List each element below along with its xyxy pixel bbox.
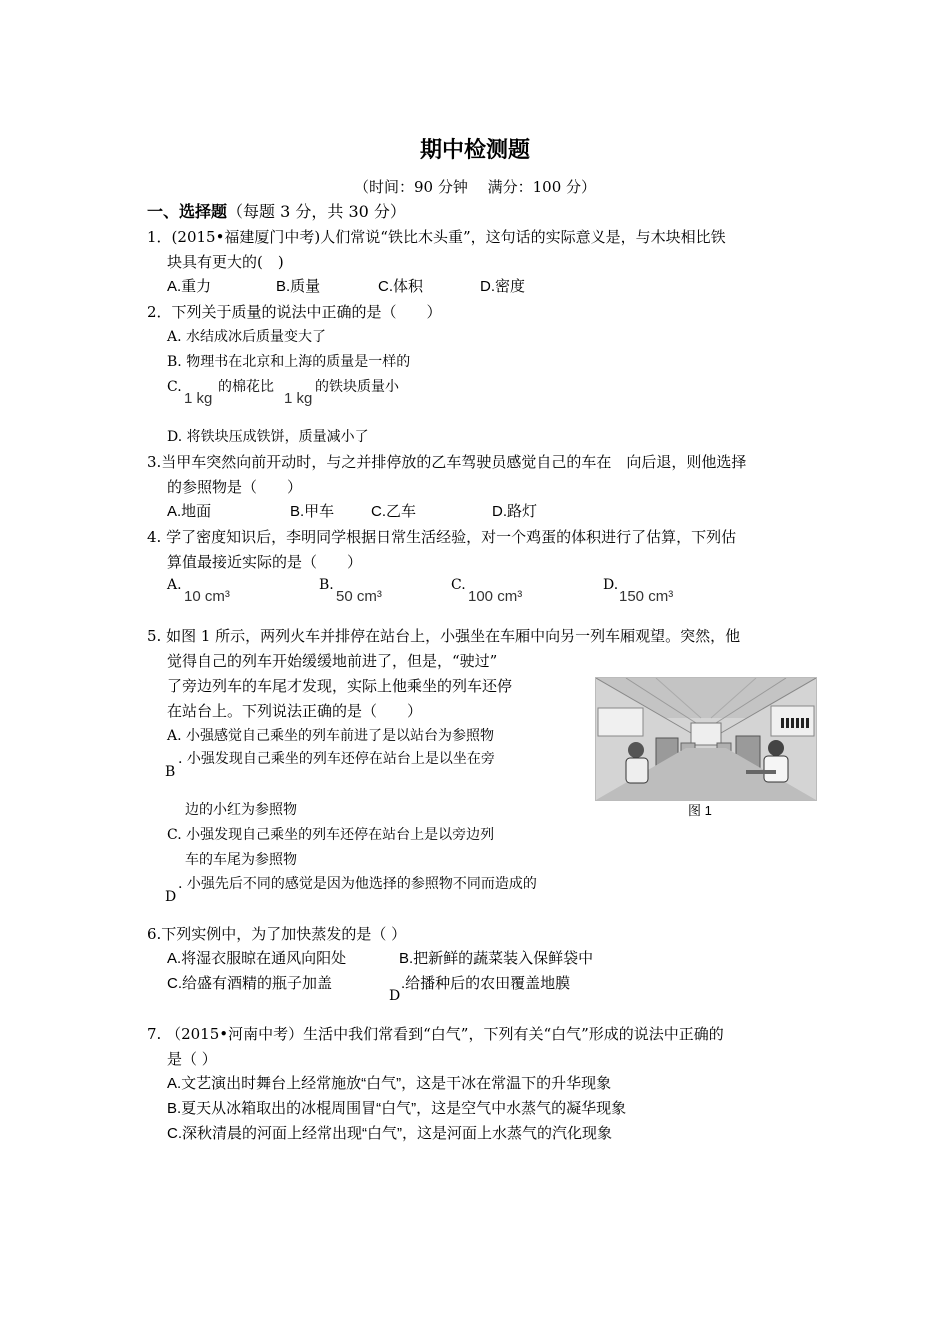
q4-option-c-label: C. <box>451 577 466 593</box>
q2-option-c-label: C. <box>167 379 182 395</box>
q5-option-b-cont: 边的小红为参照物 <box>185 802 297 818</box>
q4-option-c-value: 100 cm³ <box>468 588 523 605</box>
q3-option-d: D.路灯 <box>492 503 538 520</box>
q3-option-b: B.甲车 <box>290 503 335 520</box>
q5-option-d-label: D <box>165 889 177 905</box>
q5-option-c-cont: 车的车尾为参照物 <box>185 852 297 868</box>
q4-option-b-value: 50 cm³ <box>336 588 382 605</box>
q1-stem-line2: 块具有更大的( ) <box>167 253 284 271</box>
q5-option-c: C. 小强发现自己乘坐的列车还停在站台上是以旁边列 <box>167 827 495 843</box>
q2-option-b: B. 物理书在北京和上海的质量是一样的 <box>167 354 411 370</box>
q2-unit-1kg-a: 1 kg <box>184 390 213 407</box>
q4-option-d-label: D. <box>603 577 619 593</box>
q2-unit-1kg-b: 1 kg <box>284 390 313 407</box>
q2-stem: 2．下列关于质量的说法中正确的是（ ） <box>147 303 442 321</box>
q7-option-a: A.文艺演出时舞台上经常施放“白气”，这是干冰在常温下的升华现象 <box>167 1075 612 1092</box>
q4-option-b-label: B. <box>319 577 334 593</box>
q5-stem-line4: 在站台上。下列说法正确的是（ ） <box>167 702 423 720</box>
q6-option-d-label: D <box>389 988 401 1004</box>
q1-stem-line1: 1．(2015•福建厦门中考)人们常说“铁比木头重”，这句话的实际意义是，与木块相比铁 <box>147 228 726 246</box>
train-interior-illustration <box>596 678 816 800</box>
q4-option-a-value: 10 cm³ <box>184 588 230 605</box>
figure-1-train-interior <box>595 677 817 801</box>
q4-stem-line1: 4. 学了密度知识后，李明同学根据日常生活经验，对一个鸡蛋的体积进行了估算，下列估 <box>147 528 737 546</box>
section-heading <box>147 202 406 222</box>
page-title: 期中检测题 <box>419 137 530 163</box>
q7-stem-line2: 是（ ） <box>167 1050 217 1068</box>
q7-option-c: C.深秋清晨的河面上经常出现“白气”，这是河面上水蒸气的汽化现象 <box>167 1125 612 1142</box>
q1-option-a: A.重力 <box>167 278 212 295</box>
q4-option-a-label: A. <box>167 577 182 593</box>
q3-stem-line1: 3.当甲车突然向前开动时，与之并排停放的乙车驾驶员感觉自己的车在 向后退，则他选择 <box>147 453 747 471</box>
q5-option-a: A. 小强感觉自己乘坐的列车前进了是以站台为参照物 <box>167 728 495 744</box>
q6-option-d: .给播种后的农田覆盖地膜 <box>401 975 571 992</box>
q6-option-a: A.将湿衣服晾在通风向阳处 <box>167 950 347 967</box>
q5-stem-line1: 5. 如图 1 所示，两列火车并排停在站台上，小强坐在车厢中向另一列车厢观望。突然，他 <box>147 627 741 645</box>
q4-stem-line2: 算值最接近实际的是（ ） <box>167 553 363 571</box>
figure-caption: 图 1 <box>688 803 712 818</box>
q5-option-d: . 小强先后不同的感觉是因为他选择的参照物不同而造成的 <box>178 876 537 892</box>
q7-stem-line1: 7. （2015•河南中考）生活中我们常看到“白气”，下列有关“白气”形成的说法中正确的 <box>147 1025 724 1043</box>
section-title: 一、选择题 <box>147 202 228 221</box>
q3-option-c: C.乙车 <box>371 503 417 520</box>
q5-stem-line3: 了旁边列车的车尾才发现，实际上他乘坐的列车还停 <box>167 677 513 695</box>
q4-option-d-value: 150 cm³ <box>619 588 674 605</box>
q3-option-a: A.地面 <box>167 503 212 520</box>
q1-option-b: B.质量 <box>276 278 321 295</box>
q5-stem-line2: 觉得自己的列车开始缓缓地前进了，但是，“驶过” <box>167 652 498 670</box>
q1-option-c: C.体积 <box>378 278 424 295</box>
q6-option-b: B.把新鲜的蔬菜装入保鲜袋中 <box>399 950 594 967</box>
q2-option-c-end: 的铁块质量小 <box>315 379 399 395</box>
q7-option-b: B.夏天从冰箱取出的冰棍周围冒“白气”，这是空气中水蒸气的凝华现象 <box>167 1100 627 1117</box>
q2-option-d: D. 将铁块压成铁饼，质量减小了 <box>167 429 369 445</box>
q5-option-b-label: B <box>165 764 176 780</box>
q1-option-d: D.密度 <box>480 278 526 295</box>
q2-option-a: A. 水结成冰后质量变大了 <box>167 329 327 345</box>
section-note: （每题 3 分，共 30 分） <box>227 202 406 221</box>
exam-info: （时间：90 分钟 满分：100 分） <box>353 178 597 196</box>
q6-option-c: C.给盛有酒精的瓶子加盖 <box>167 975 333 992</box>
q6-stem: 6.下列实例中，为了加快蒸发的是（ ） <box>147 925 407 943</box>
q3-stem-line2: 的参照物是（ ） <box>167 478 303 496</box>
q5-option-b: . 小强发现自己乘坐的列车还停在站台上是以坐在旁 <box>178 751 495 767</box>
q2-option-c-mid: 的棉花比 <box>218 379 274 395</box>
